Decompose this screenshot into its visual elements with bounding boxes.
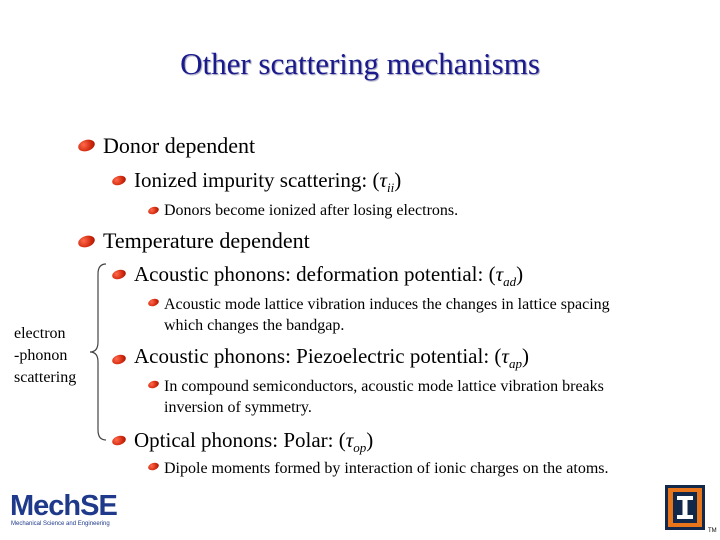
- bullet-icon: [111, 434, 127, 447]
- side-label: electron -phonon scattering: [14, 325, 77, 386]
- bullet-icon: [147, 297, 160, 307]
- bullet-ionized-impurity: Ionized impurity scattering: $(\tau_{ii})$: [134, 168, 402, 196]
- bullet-icon: [147, 205, 160, 215]
- bullet-icon: [147, 461, 160, 471]
- bullet-optical-phonons: Optical phonons: Polar: $(\tau_{op})$: [134, 428, 374, 456]
- bullet-optical-note: Dipole moments formed by interaction of ionic charges on the atoms.: [164, 460, 609, 477]
- illinois-logo: [665, 485, 705, 530]
- bullet-acoustic-piezoelectric: Acoustic phonons: Piezoelectric potential: $(\tau_{ap})$: [134, 344, 529, 372]
- trademark-mark: TM: [708, 528, 717, 534]
- bullet-acoustic-piezoelectric-note: In compound semiconductors, acoustic mode lattice vibration breaks inversion of symmetry.: [164, 378, 604, 416]
- bullet-icon: [77, 138, 97, 154]
- bullet-donor: Donor dependent: [103, 133, 256, 158]
- bullet-icon: [147, 379, 160, 389]
- svg-text:Mechanical Science and Enginee: Mechanical Science and Engineering: [11, 521, 110, 527]
- bullet-icon: [111, 174, 127, 187]
- bullet-icon: [77, 234, 97, 250]
- bullet-temperature: Temperature dependent: [103, 228, 310, 253]
- bullet-acoustic-deformation: Acoustic phonons: deformation potential: $(\tau_{ad})$: [134, 262, 524, 290]
- slide-title: Other scattering mechanisms: [180, 46, 540, 81]
- bullet-icon: [111, 353, 127, 366]
- bullet-icon: [111, 268, 127, 281]
- svg-text:MechSE: MechSE: [10, 490, 117, 522]
- brace-icon: [88, 262, 108, 442]
- mechse-logo: [10, 488, 134, 528]
- bullet-acoustic-deformation-note: Acoustic mode lattice vibration induces the changes in lattice spacing which changes the bandgap.: [164, 296, 610, 334]
- bullet-donors-note: Donors become ionized after losing electrons.: [164, 202, 459, 219]
